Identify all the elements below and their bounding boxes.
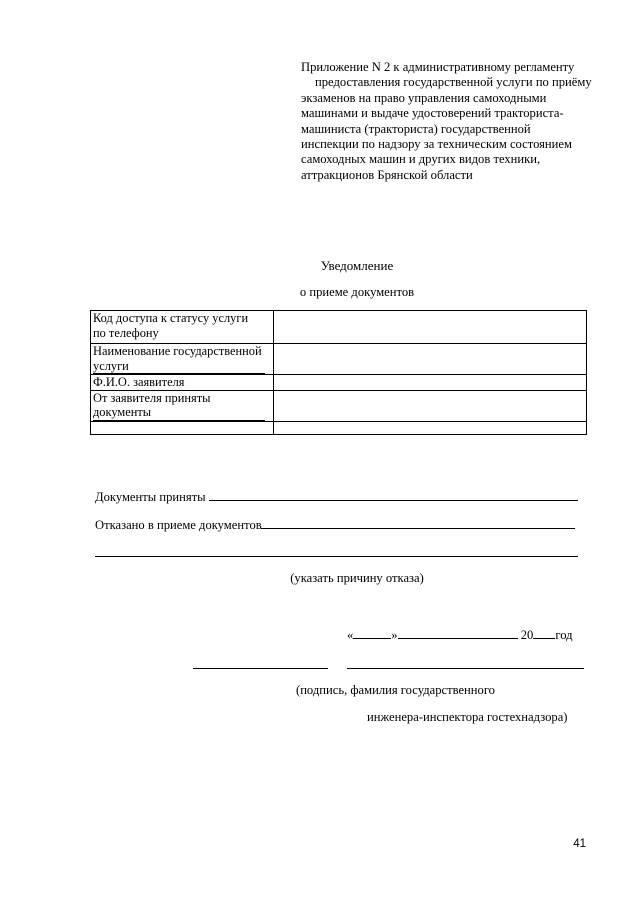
appendix-header	[301, 60, 601, 183]
date-day-blank[interactable]	[353, 626, 391, 639]
table-value-cell[interactable]	[274, 421, 587, 434]
table-label-line: Наименование государственной	[93, 344, 262, 358]
date-year-word: год	[555, 628, 573, 642]
date-open-quote: «	[347, 628, 354, 642]
docs-accepted-line[interactable]	[209, 500, 578, 501]
appendix-line: самоходных машин и других видов техники,	[301, 152, 541, 167]
table-label-line	[93, 405, 271, 421]
table-row	[91, 311, 587, 344]
appendix-line: Приложение N 2 к административному регламенту	[301, 60, 575, 74]
date-month-blank[interactable]	[398, 626, 518, 639]
table-label-line: От заявителя приняты	[93, 390, 211, 405]
signature-caption-line1: (подпись, фамилия государственного	[296, 683, 495, 697]
table-value-cell[interactable]	[274, 344, 587, 375]
table-label-underlined: услуги	[93, 359, 265, 375]
appendix-line: предоставления государственной услуги по приёму	[315, 75, 592, 90]
table-value-cell[interactable]	[274, 311, 587, 344]
table-row	[91, 421, 587, 434]
refusal-reason-line[interactable]	[95, 556, 578, 557]
table-label-cell	[91, 311, 274, 344]
notice-subtitle: о приеме документов	[299, 285, 415, 299]
table-label-line: по телефону	[93, 325, 159, 340]
docs-accepted-label: Документы приняты	[95, 490, 206, 504]
table-label-line: Ф.И.О. заявителя	[93, 375, 185, 389]
reason-caption: (указать причину отказа)	[290, 571, 424, 585]
appendix-line: аттракционов Брянской области	[301, 167, 473, 182]
table-value-cell[interactable]	[274, 375, 587, 391]
table-label-cell	[91, 421, 274, 434]
appendix-line: машинами и выдаче удостоверений тракториста-	[301, 106, 564, 121]
table-value-cell[interactable]	[274, 390, 587, 421]
page-number: 41	[573, 838, 586, 850]
table-label-cell	[91, 375, 274, 391]
date-year-blank[interactable]	[533, 626, 555, 639]
table-label-underlined: документы	[93, 405, 265, 421]
appendix-line: инспекции по надзору за техническим состоянием	[301, 137, 572, 152]
table-label-line	[93, 359, 271, 375]
refused-label: Отказано в приеме документов	[95, 518, 262, 532]
table-label-cell	[91, 344, 274, 375]
table-row	[91, 375, 587, 391]
refused-line[interactable]	[261, 528, 575, 529]
table-label-line: Код доступа к статусу услуги	[93, 311, 249, 325]
signature-caption-line2: инженера-инспектора гостехнадзора)	[367, 710, 568, 724]
date-row	[347, 626, 573, 643]
table-row	[91, 390, 587, 421]
notice-table	[90, 310, 587, 435]
table-label-cell	[91, 390, 274, 421]
appendix-line: машиниста (тракториста) государственной	[301, 121, 531, 136]
appendix-line: экзаменов на право управления самоходными	[301, 90, 547, 105]
surname-line[interactable]	[347, 668, 584, 669]
table-row	[91, 344, 587, 375]
notice-title: Уведомление	[320, 258, 394, 273]
signature-line[interactable]	[193, 668, 328, 669]
date-close-quote: »	[391, 628, 398, 642]
date-century: 20	[520, 628, 534, 642]
